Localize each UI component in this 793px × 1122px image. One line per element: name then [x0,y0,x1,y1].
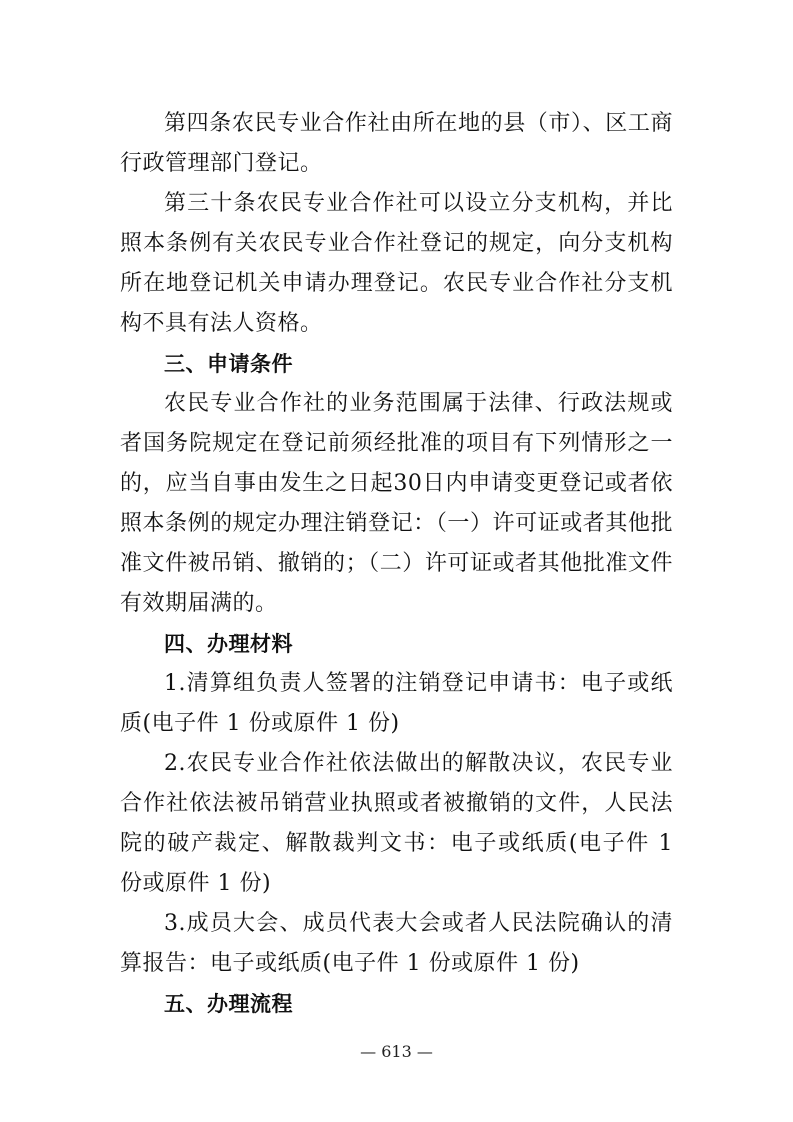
material-item-3: 3.成员大会、成员代表大会或者人民法院确认的清算报告：电子或纸质(电子件 1 份或原件 1 份) [120,911,673,976]
conditions-paragraph: 农民专业合作社的业务范围属于法律、行政法规或者国务院规定在登记前须经批准的项目有下列情形之一的，应当自事由发生之日起30日内申请变更登记或者依照本条例的规定办理注销登记：（一）许可证或者其他批准文件被吊销、撤销的；（二）许可证或者其他批准文件有效期届满的。 [120,391,673,616]
material-item-1: 1.清算组负责人签署的注销登记申请书：电子或纸质(电子件 1 份或原件 1 份) [120,671,673,736]
section-5-heading: 五、办理流程 [164,992,293,1016]
article-30-paragraph: 第三十条农民专业合作社可以设立分支机构，并比照本条例有关农民专业合作社登记的规定，向分支机构所在地登记机关申请办理登记。农民专业合作社分支机构不具有法人资格。 [120,191,673,336]
page-number: — 613 — [360,1042,433,1061]
material-item-2: 2.农民专业合作社依法做出的解散决议，农民专业合作社依法被吊销营业执照或者被撤销的文件，人民法院的破产裁定、解散裁判文书：电子或纸质(电子件 1 份或原件 1 份) [120,751,673,896]
document-body [120,104,673,1024]
article-4-paragraph: 第四条农民专业合作社由所在地的县（市）、区工商行政管理部门登记。 [120,111,673,176]
section-3-heading: 三、申请条件 [164,352,293,376]
section-4-heading: 四、办理材料 [164,632,293,656]
